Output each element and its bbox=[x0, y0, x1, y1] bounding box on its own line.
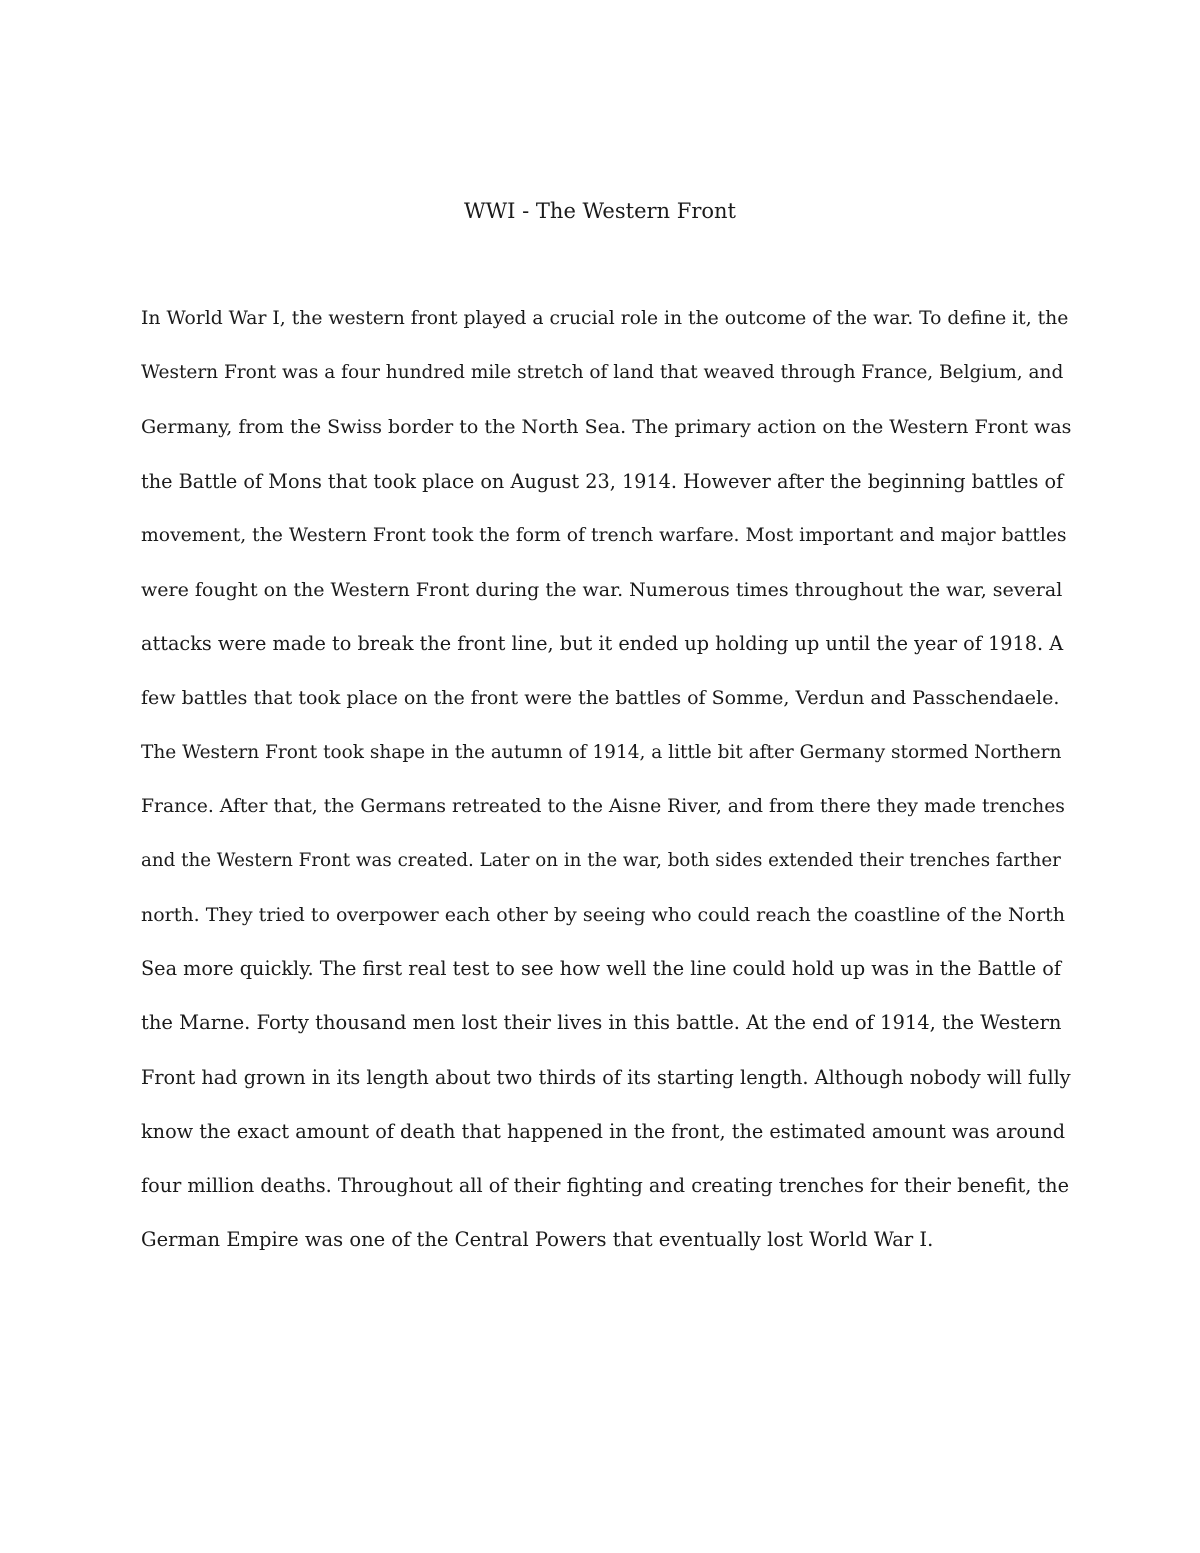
paragraph-line: France. After that, the Germans retreated to the Aisne River, and from there they made trenches bbox=[141, 795, 1065, 817]
paragraph-line: four million deaths. Throughout all of their fighting and creating trenches for their benefit, the bbox=[141, 1174, 1069, 1197]
paragraph-line: know the exact amount of death that happened in the front, the estimated amount was around bbox=[141, 1119, 1066, 1143]
paragraph-line: were fought on the Western Front during the war. Numerous times throughout the war, several bbox=[141, 578, 1063, 601]
paragraph-line: In World War I, the western front played a crucial role in the outcome of the war. To define it, the bbox=[141, 308, 1069, 329]
paragraph-line: north. They tried to overpower each other by seeing who could reach the coastline of the North bbox=[141, 904, 1066, 927]
paragraph-line: movement, the Western Front took the form of trench warfare. Most important and major battles bbox=[141, 524, 1067, 546]
paragraph-line: Western Front was a four hundred mile stretch of land that weaved through France, Belgium, and bbox=[141, 362, 1064, 384]
document-title: WWI - The Western Front bbox=[464, 199, 736, 223]
paragraph-line: German Empire was one of the Central Powers that eventually lost World War I. bbox=[141, 1228, 934, 1252]
paragraph-line: the Battle of Mons that took place on August 23, 1914. However after the beginning battles of bbox=[141, 469, 1064, 493]
paragraph-line: The Western Front took shape in the autumn of 1914, a little bit after Germany stormed Northern bbox=[141, 741, 1062, 763]
paragraph-line: Sea more quickly. The first real test to see how well the line could hold up was in the Battle of bbox=[141, 957, 1062, 981]
paragraph-line: few battles that took place on the front were the battles of Somme, Verdun and Passchendaele. bbox=[141, 687, 1060, 710]
paragraph-line: Germany, from the Swiss border to the North Sea. The primary action on the Western Front was bbox=[141, 416, 1072, 439]
body-paragraph bbox=[141, 300, 1071, 1275]
paragraph-line: Front had grown in its length about two thirds of its starting length. Although nobody will fully bbox=[141, 1065, 1071, 1089]
paragraph-line: the Marne. Forty thousand men lost their lives in this battle. At the end of 1914, the Western bbox=[141, 1011, 1062, 1035]
paragraph-line: attacks were made to break the front line, but it ended up holding up until the year of 1918. A bbox=[141, 632, 1064, 656]
paragraph-line: and the Western Front was created. Later on in the war, both sides extended their trenches farther bbox=[141, 849, 1061, 871]
